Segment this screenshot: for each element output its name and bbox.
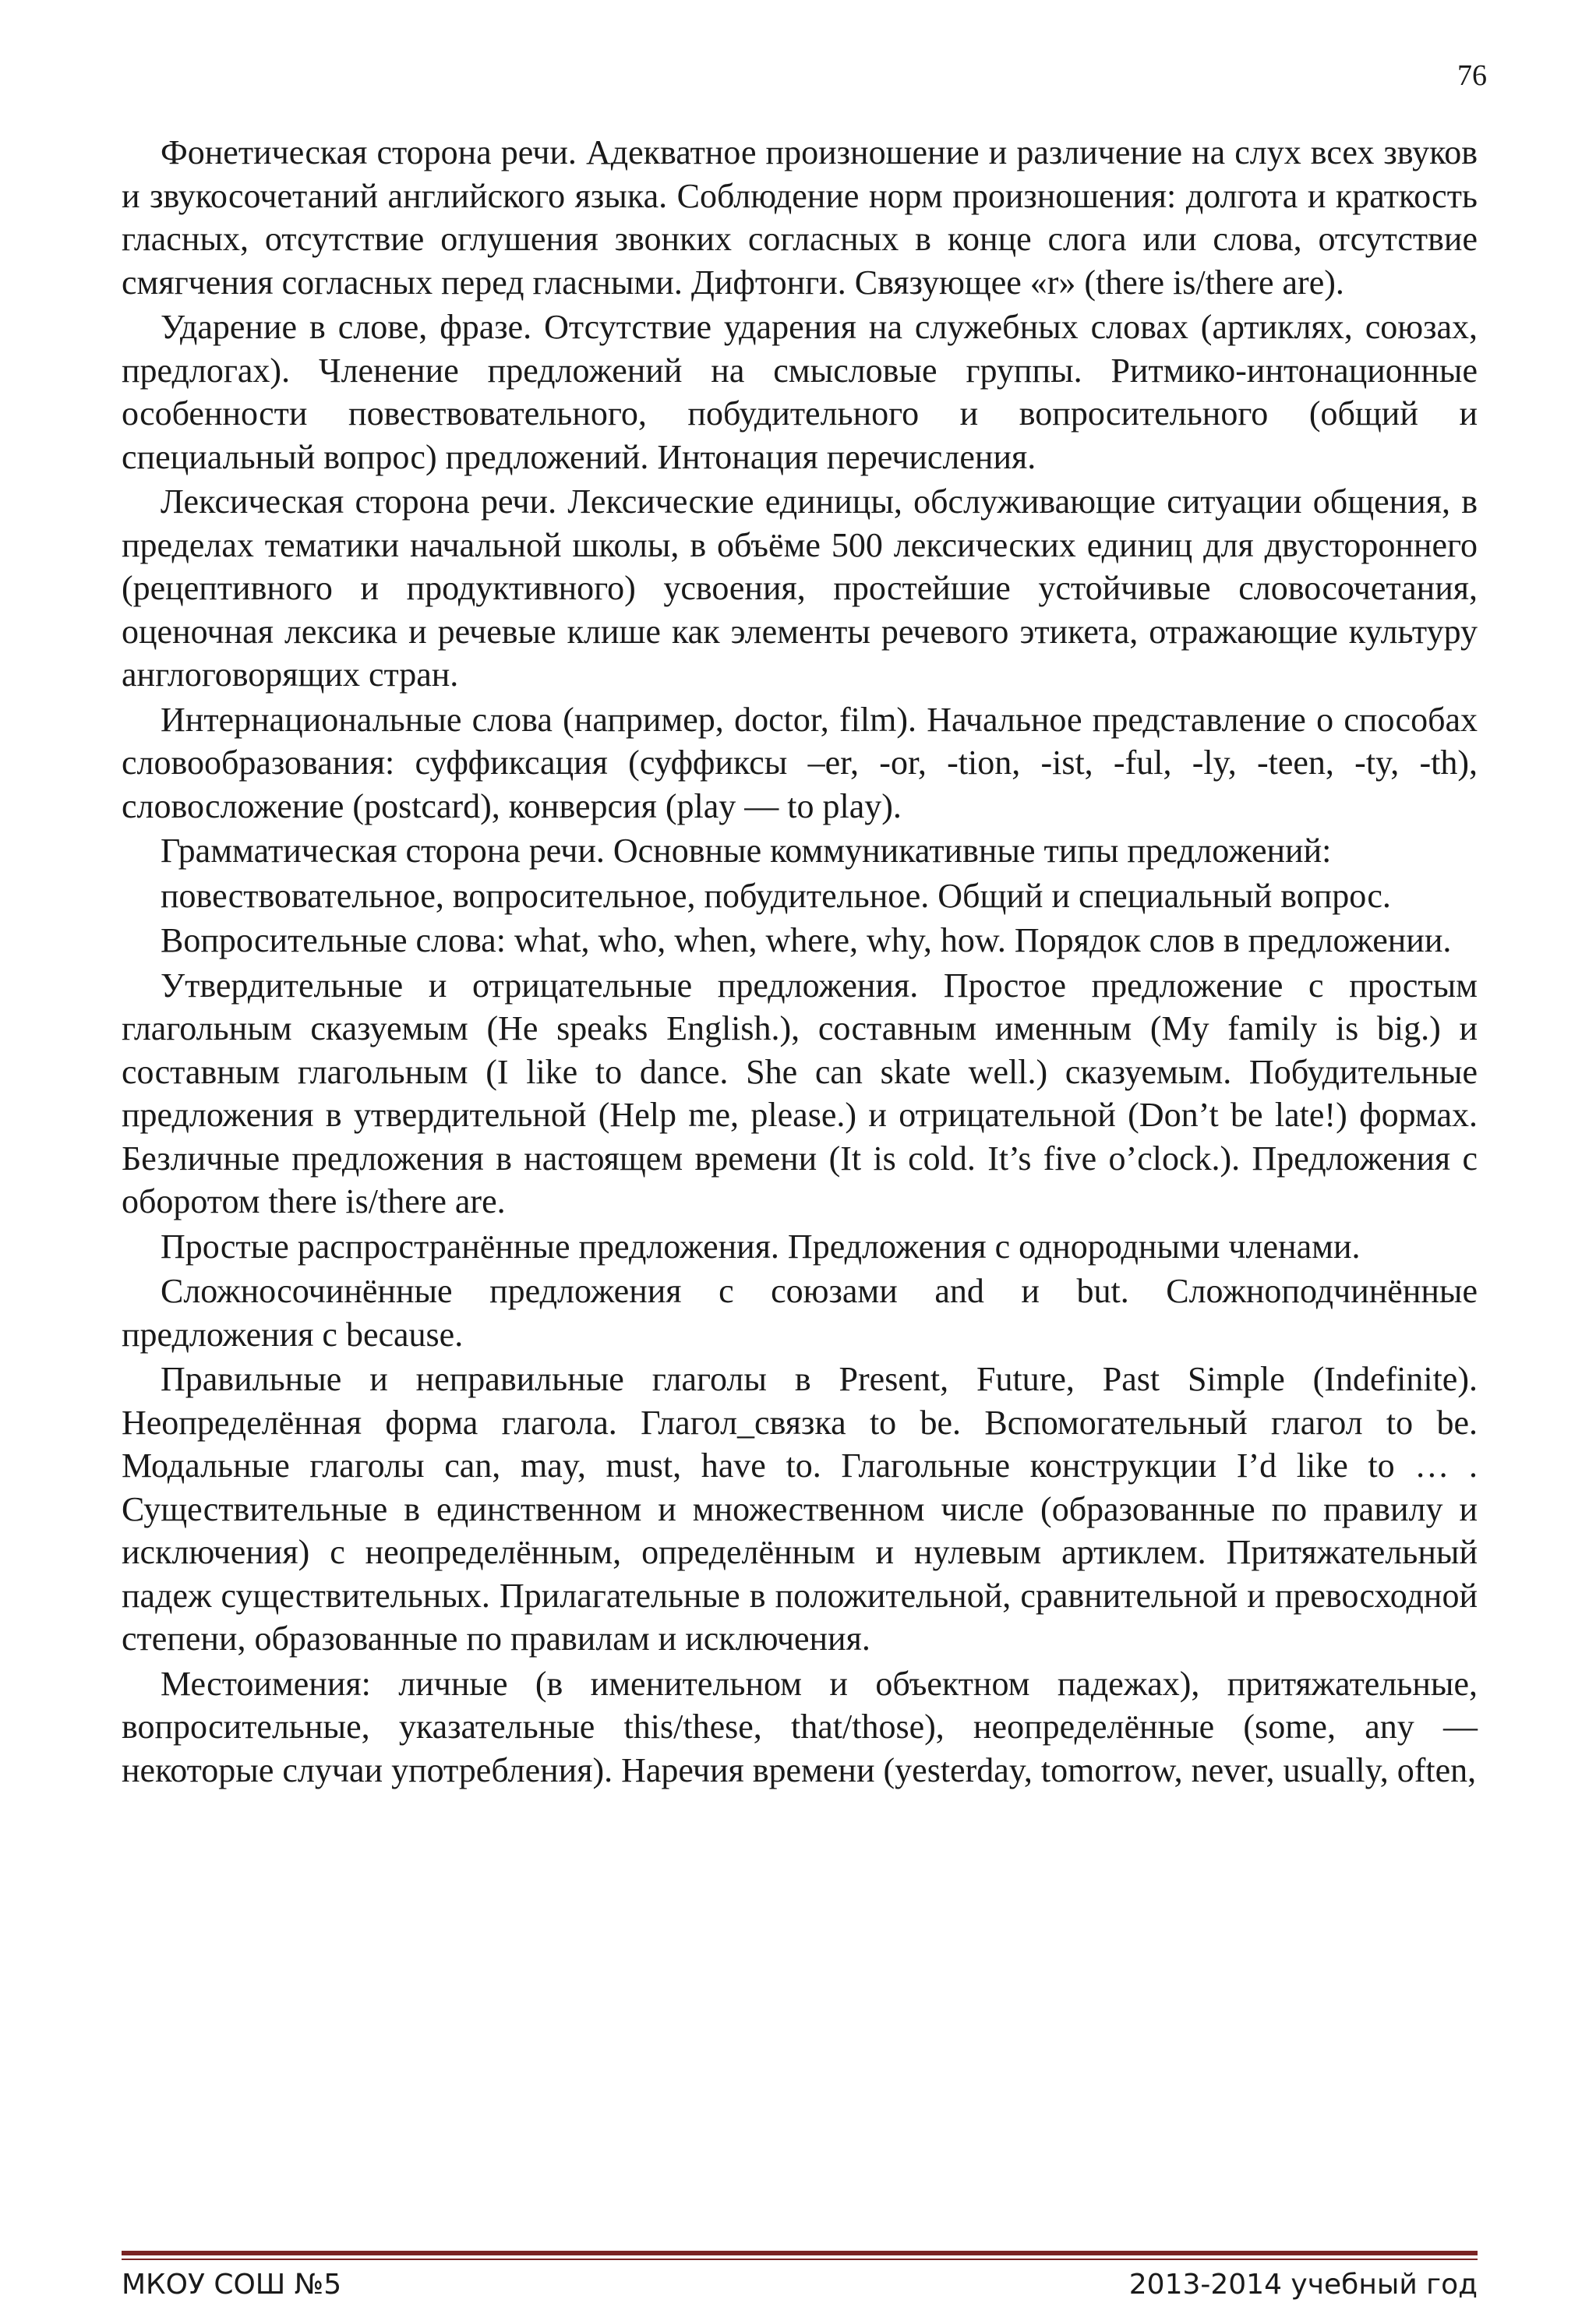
paragraph-sentence-types: повествовательное, вопросительное, побудительное. Общий и специальный вопрос. bbox=[161, 876, 1391, 915]
footer-academic-year: 2013-2014 учебный год bbox=[1128, 2269, 1478, 2301]
paragraph-lexical: Лексическая сторона речи. Лексические единицы, обслуживающие ситуации общения, в пределах тематики начальной школы, в объёме 500 лексических единиц для двустороннего (рецептивного и продуктивного) усвоения, простейшие устойчивые словосочетания, оценочная лексика и речевые клише как элементы речевого этикета, отражающие культуру англоговорящих стран. bbox=[122, 482, 1478, 694]
paragraph-verbs-nouns: Правильные и неправильные глаголы в Present, Future, Past Simple (Indefinite). Неопределённая форма глагола. Глагол_связка to be. Вспомогательный глагол to be. Модальные глаголы can, may, must, have to. Глагольные конструкции I’d like to … . Существительные в единственном и множественном числе (образованные по правилу и исключения) с неопределённым, определённым и нулевым артиклем. Притяжательный падеж существительных. Прилагательные в положительной, сравнительной и превосходной степени, образованные по правилам и исключения. bbox=[122, 1360, 1478, 1658]
paragraph-stress: Ударение в слове, фразе. Отсутствие ударения на служебных словах (артиклях, союзах, предлогах). Членение предложений на смысловые группы. Ритмико-интонационные особенности повествовательного, побудительного и вопросительного (общий и специальный вопрос) предложений. Интонация перечисления. bbox=[122, 308, 1478, 476]
footer-school-name: МКОУ СОШ №5 bbox=[122, 2269, 342, 2301]
paragraph-question-words: Вопросительные слова: what, who, when, where, why, how. Порядок слов в предложении. bbox=[161, 921, 1452, 959]
paragraph-compound-complex: Сложносочинённые предложения с союзами and и but. Сложноподчинённые предложения с because. bbox=[122, 1272, 1478, 1354]
paragraph-international-words: Интернациональные слова (например, doctor, film). Начальное представление о способах словообразования: суффиксация (суффиксы –er, -or, -tion, -ist, -ful, -ly, -teen, -ty, -th), словосложение (postcard), конверсия (play — to play). bbox=[122, 700, 1478, 825]
paragraph-phonetics: Фонетическая сторона речи. Адекватное произношение и различение на слух всех звуков и звукосочетаний английского языка. Соблюдение норм произношения: долгота и краткость гласных, отсутствие оглушения звонких согласных в конце слога или слова, отсутствие смягчения согласных перед гласными. Дифтонги. Связующее «r» (there is/there are). bbox=[122, 133, 1478, 302]
paragraph-pronouns-adverbs: Местоимения: личные (в именительном и объектном падежах), притяжательные, вопросительные, указательные this/these, that/those), неопределённые (some, any — некоторые случаи употребления). Наречия времени (yesterday, tomorrow, never, usually, often, bbox=[122, 1664, 1478, 1789]
page-body bbox=[122, 131, 1478, 1793]
page-number: 76 bbox=[1457, 59, 1487, 92]
footer-rule-thin bbox=[122, 2259, 1478, 2260]
paragraph-affirmative-negative: Утвердительные и отрицательные предложения. Простое предложение с простым глагольным сказуемым (He speaks English.), составным именным (My family is big.) и составным глагольным (I like to dance. She can skate well.) сказуемым. Побудительные предложения в утвердительной (Help me, please.) и отрицательной (Don’t be late!) формах. Безличные предложения в настоящем времени (It is cold. It’s five o’clock.). Предложения с оборотом there is/there are. bbox=[122, 966, 1478, 1220]
footer-rule-thick bbox=[122, 2251, 1478, 2255]
paragraph-simple-extended: Простые распространённые предложения. Предложения с однородными членами. bbox=[161, 1227, 1361, 1266]
paragraph-grammar: Грамматическая сторона речи. Основные коммуникативные типы предложений: bbox=[161, 832, 1332, 870]
